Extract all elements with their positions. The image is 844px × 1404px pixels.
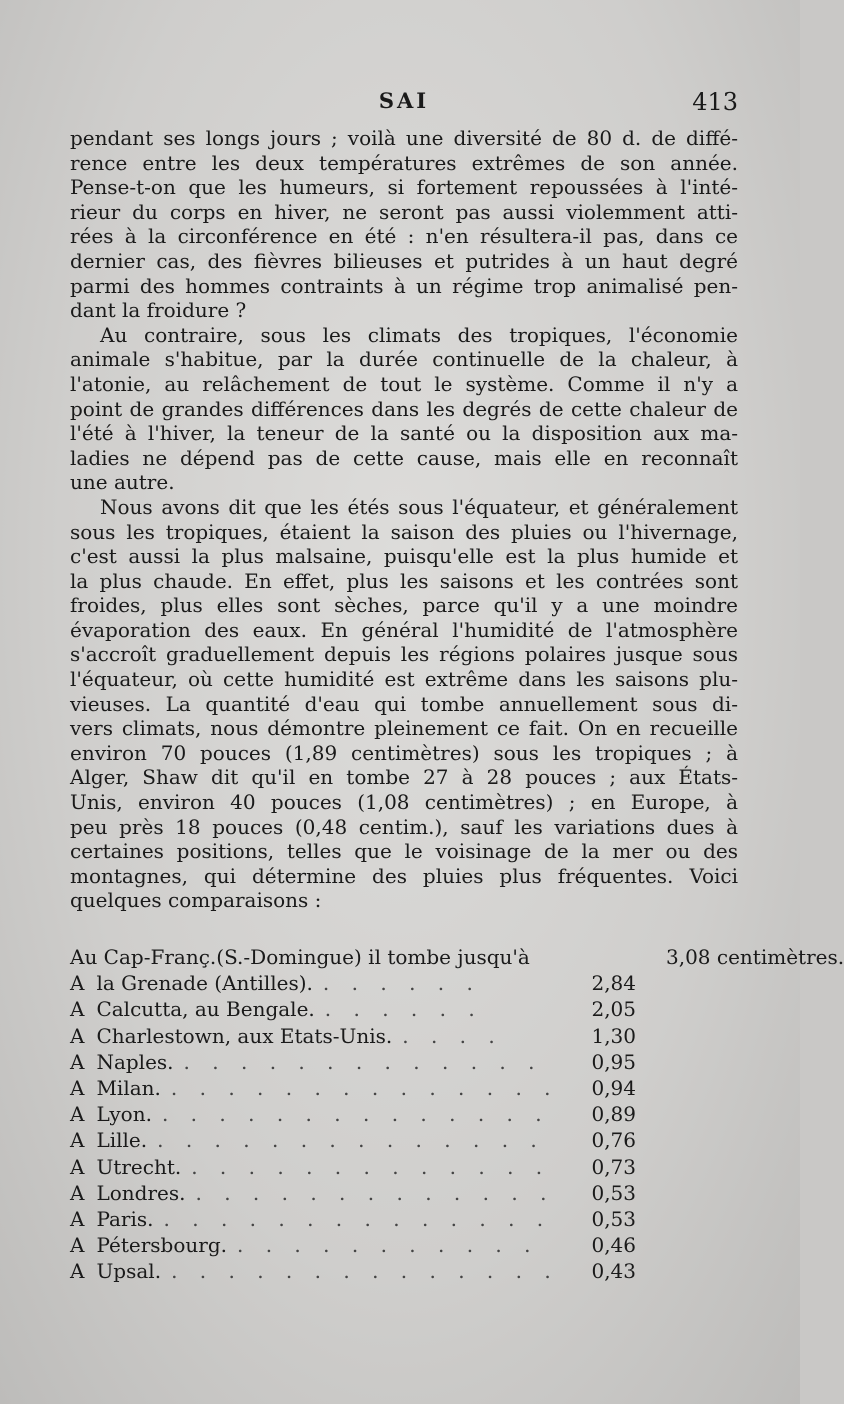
row-place [70,1127,550,1153]
row-leader-dots: . . . . [402,1023,503,1048]
row-name: Naples. [96,1049,174,1074]
row-prefix: A [70,1023,85,1048]
table-row [70,1258,738,1284]
table-row [70,1023,738,1049]
row-value: 0,46 [591,1233,636,1258]
row-place [70,1180,555,1206]
text-line: dant la froidure ? [70,298,247,323]
row-prefix: A [70,1075,85,1100]
table-row [70,1127,738,1153]
row-prefix: A [70,1049,85,1074]
text-line: Au contraire, sous les climats des tropiques, l'économie [100,322,738,347]
row-leader-dots: . . . . . . . . . . . . . [195,1180,555,1205]
text-line: rence entre les deux températures extrêmes de son année. [70,150,738,175]
body-text [70,126,738,913]
text-line: quelques comparaisons : [70,888,322,913]
table-row [70,1075,738,1101]
row-place [70,970,550,996]
text-line: dernier cas, des fièvres bilieuses et putrides à un haut degré [70,248,738,273]
text-line: Nous avons dit que les étés sous l'équateur, et généralement [100,494,738,519]
row-value: 0,43 [591,1259,636,1284]
row-value: 2,05 [591,997,636,1022]
table-row [70,996,738,1022]
row-value: 0,53 [591,1206,636,1231]
row-leader-dots: . . . . . . . . . . . . . . [171,1259,559,1284]
running-title: SAI [378,88,430,113]
row-name: Upsal. [96,1259,162,1284]
text-line: la plus chaude. En effet, plus les saisons et les contrées sont [70,568,738,593]
text-line: Unis, environ 40 pouces (1,08 centimètres) ; en Europe, à [70,790,738,815]
text-line: environ 70 pouces (1,89 centimètres) sous les tropiques ; à [70,740,738,765]
paragraph [70,323,738,495]
text-line: sous les tropiques, étaient la saison des pluies ou l'hivernage, [70,519,738,544]
page-number: 413 [692,88,738,116]
row-prefix: A [70,997,85,1022]
row-value: 0,89 [591,1102,636,1127]
text-line: s'accroît graduellement depuis les régions polaires jusque sous [70,642,738,667]
text-line: Alger, Shaw dit qu'il en tombe 27 à 28 pouces ; aux États- [70,765,738,790]
row-value: 0,73 [591,1154,636,1179]
row-leader-dots: . . . . . . . . . . . . . [191,1154,551,1179]
row-leader-dots: . . . . . . . . . . . . . . [163,1206,552,1231]
row-leader-dots: . . . . . . . . . . . [237,1233,539,1258]
table-row [70,1101,738,1127]
rainfall-table [70,944,844,1284]
row-name: Utrecht. [96,1154,182,1179]
row-place [70,1075,559,1101]
text-line: l'atonie, au relâchement de tout le système. Comme il n'y a [70,371,738,396]
row-value: 0,95 [591,1049,636,1074]
row-value: 3,08 centimètres. [666,945,844,969]
row-name: Londres. [96,1180,186,1205]
text-line: parmi des hommes contraints à un régime trop animalisé pen- [70,273,738,298]
row-place [70,1101,550,1127]
row-prefix: A [70,1259,85,1284]
row-name: Calcutta, au Bengale. [96,997,315,1022]
text-line: certaines positions, telles que le voisinage de la mer ou des [70,839,738,864]
row-place [70,1154,550,1180]
row-name: la Grenade (Antilles). [96,971,313,996]
text-line: rées à la circonférence en été : n'en résultera-il pas, dans ce [70,224,738,249]
row-name: Charlestown, aux Etats-Unis. [96,1023,393,1048]
table-row [70,1049,738,1075]
row-prefix: A [70,1180,85,1205]
row-value: 1,30 [591,1023,636,1048]
row-leader-dots: . . . . . . [322,971,481,996]
table-row [70,1232,738,1258]
text-line: vieuses. La quantité d'eau qui tombe annuellement sous di- [70,691,738,716]
row-value: 0,94 [591,1075,636,1100]
row-value: 0,53 [591,1180,636,1205]
table-row [70,1154,738,1180]
row-place: Au Cap-Franç.(S.-Domingue) il tombe jusqu'à [70,945,530,969]
row-place [70,996,550,1022]
text-line: rieur du corps en hiver, ne seront pas aussi violemment atti- [70,199,738,224]
row-prefix: A [70,1128,85,1153]
row-place [70,1049,550,1075]
paragraph [70,495,738,913]
row-leader-dots: . . . . . . . . . . . . . . [170,1075,559,1100]
text-line: l'équateur, où cette humidité est extrême dans les saisons plu- [70,667,738,692]
row-prefix: A [70,1102,85,1127]
row-leader-dots: . . . . . . [324,997,483,1022]
text-line: c'est aussi la plus malsaine, puisqu'elle est la plus humide et [70,544,738,569]
text-line: ladies ne dépend pas de cette cause, mais elle en reconnaît [70,445,738,470]
table-row [70,1206,738,1232]
row-name: Pétersbourg. [96,1233,227,1258]
paragraph [70,126,738,323]
table-row [70,1180,738,1206]
text-line: peu près 18 pouces (0,48 centim.), sauf les variations dues à [70,814,738,839]
text-line: animale s'habitue, par la durée continuelle de la chaleur, à [70,347,738,372]
text-line: une autre. [70,470,175,495]
running-header [70,88,738,118]
row-place [70,1206,550,1232]
text-line: pendant ses longs jours ; voilà une diversité de 80 d. de diffé- [70,126,738,150]
row-leader-dots: . . . . . . . . . . . . . . [161,1102,550,1127]
text-line: l'été à l'hiver, la teneur de la santé ou la disposition aux ma- [70,421,738,446]
row-name: Lyon. [96,1102,152,1127]
text-line: Pense-t-on que les humeurs, si fortement repoussées à l'inté- [70,175,738,200]
row-leader-dots: . . . . . . . . . . . . . [183,1049,543,1074]
row-prefix: A [70,971,85,996]
text-line: vers climats, nous démontre pleinement ce fait. On en recueille [70,716,738,741]
text-line: point de grandes différences dans les degrés de cette chaleur de [70,396,738,421]
text-line: montagnes, qui détermine des pluies plus fréquentes. Voici [70,863,738,888]
row-place [70,1023,550,1049]
row-leader-dots: . . . . . . . . . . . . . . [157,1128,545,1153]
row-prefix: A [70,1206,85,1231]
row-name: Milan. [96,1075,161,1100]
row-place [70,1258,559,1284]
row-value: 2,84 [591,971,636,996]
table-row [70,944,844,970]
row-name: Lille. [96,1128,148,1153]
row-place [70,1232,550,1258]
text-line: froides, plus elles sont sèches, parce qu'il y a une moindre [70,593,738,618]
row-prefix: A [70,1154,85,1179]
row-value: 0,76 [591,1128,636,1153]
table-row [70,970,738,996]
row-prefix: A [70,1233,85,1258]
text-line: évaporation des eaux. En général l'humidité de l'atmosphère [70,617,738,642]
row-name: Paris. [96,1206,154,1231]
